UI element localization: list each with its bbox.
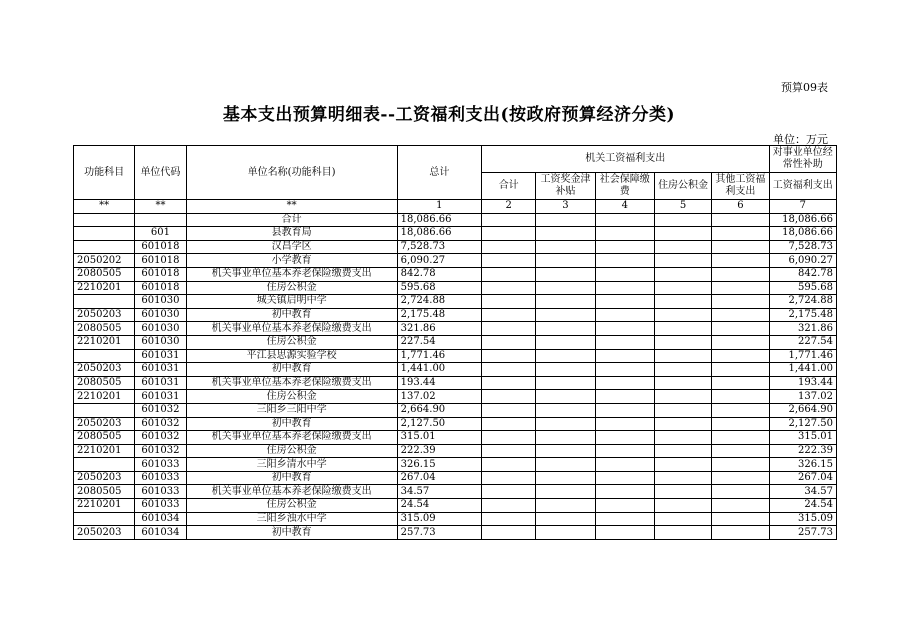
- social-cell: [595, 363, 654, 377]
- table-row: [74, 417, 837, 431]
- inst-cell: 18,086.66: [769, 227, 836, 241]
- total-cell: 1,441.00: [397, 363, 481, 377]
- table-row: [74, 308, 837, 322]
- social-cell: [595, 499, 654, 513]
- bonus-cell: [536, 213, 595, 227]
- agency-total-cell: [482, 281, 536, 295]
- unit-code-cell: 601030: [135, 308, 186, 322]
- social-cell: [595, 526, 654, 540]
- other-cell: [712, 499, 769, 513]
- bonus-cell: [536, 322, 595, 336]
- housing-cell: [654, 458, 711, 472]
- agency-total-cell: [482, 227, 536, 241]
- total-cell: 2,724.88: [397, 295, 481, 309]
- bonus-cell: [536, 417, 595, 431]
- agency-total-cell: [482, 526, 536, 540]
- other-cell: [712, 213, 769, 227]
- unit-code-cell: 601031: [135, 349, 186, 363]
- housing-cell: [654, 349, 711, 363]
- bonus-cell: [536, 254, 595, 268]
- social-cell: [595, 403, 654, 417]
- social-cell: [595, 431, 654, 445]
- total-cell: 595.68: [397, 281, 481, 295]
- unit-code-cell: 601034: [135, 526, 186, 540]
- housing-cell: [654, 485, 711, 499]
- housing-cell: [654, 335, 711, 349]
- table-row: [74, 267, 837, 281]
- total-cell: 267.04: [397, 471, 481, 485]
- other-cell: [712, 281, 769, 295]
- other-cell: [712, 431, 769, 445]
- unit-code-cell: 601030: [135, 322, 186, 336]
- table-row: [74, 254, 837, 268]
- inst-cell: 2,724.88: [769, 295, 836, 309]
- unit-code-cell: 601033: [135, 458, 186, 472]
- table-row: [74, 335, 837, 349]
- unit-name-cell: 住房公积金: [186, 444, 397, 458]
- bonus-cell: [536, 295, 595, 309]
- index-cell: 4: [595, 200, 654, 214]
- housing-cell: [654, 403, 711, 417]
- inst-cell: 326.15: [769, 458, 836, 472]
- table-row: [74, 499, 837, 513]
- bonus-cell: [536, 499, 595, 513]
- index-cell: 2: [482, 200, 536, 214]
- agency-total-cell: [482, 308, 536, 322]
- inst-cell: 2,664.90: [769, 403, 836, 417]
- other-cell: [712, 267, 769, 281]
- func-code-cell: 2050203: [74, 471, 135, 485]
- total-cell: 193.44: [397, 376, 481, 390]
- agency-total-cell: [482, 240, 536, 254]
- housing-cell: [654, 322, 711, 336]
- social-cell: [595, 227, 654, 241]
- housing-cell: [654, 254, 711, 268]
- inst-cell: 257.73: [769, 526, 836, 540]
- social-cell: [595, 213, 654, 227]
- social-cell: [595, 240, 654, 254]
- page-title: 基本支出预算明细表--工资福利支出(按政府预算经济分类): [222, 105, 676, 125]
- social-cell: [595, 281, 654, 295]
- func-code-cell: [74, 295, 135, 309]
- unit-name-cell: 初中教育: [186, 471, 397, 485]
- unit-name-cell: 机关事业单位基本养老保险缴费支出: [186, 322, 397, 336]
- header-group-agency: 机关工资福利支出: [482, 146, 769, 173]
- unit-code-cell: 601018: [135, 240, 186, 254]
- table-row: [74, 444, 837, 458]
- func-code-cell: 2210201: [74, 444, 135, 458]
- total-cell: 326.15: [397, 458, 481, 472]
- bonus-cell: [536, 240, 595, 254]
- table-body: [74, 213, 837, 539]
- total-cell: 6,090.27: [397, 254, 481, 268]
- social-cell: [595, 322, 654, 336]
- housing-cell: [654, 471, 711, 485]
- header-unit-code: 单位代码: [135, 146, 186, 200]
- inst-cell: 842.78: [769, 267, 836, 281]
- social-cell: [595, 254, 654, 268]
- housing-cell: [654, 390, 711, 404]
- inst-cell: 321.86: [769, 322, 836, 336]
- table-row: [74, 240, 837, 254]
- unit-code-cell: 601034: [135, 512, 186, 526]
- other-cell: [712, 335, 769, 349]
- total-cell: 18,086.66: [397, 227, 481, 241]
- agency-total-cell: [482, 254, 536, 268]
- unit-code-cell: 601031: [135, 376, 186, 390]
- agency-total-cell: [482, 485, 536, 499]
- unit-name-cell: 合计: [186, 213, 397, 227]
- inst-cell: 193.44: [769, 376, 836, 390]
- bonus-cell: [536, 308, 595, 322]
- housing-cell: [654, 240, 711, 254]
- housing-cell: [654, 499, 711, 513]
- index-cell: 6: [712, 200, 769, 214]
- housing-cell: [654, 363, 711, 377]
- bonus-cell: [536, 458, 595, 472]
- housing-cell: [654, 308, 711, 322]
- unit-code-cell: 601031: [135, 390, 186, 404]
- total-cell: 842.78: [397, 267, 481, 281]
- total-cell: 2,175.48: [397, 308, 481, 322]
- other-cell: [712, 349, 769, 363]
- housing-cell: [654, 213, 711, 227]
- total-cell: 2,127.50: [397, 417, 481, 431]
- social-cell: [595, 349, 654, 363]
- table-row: [74, 295, 837, 309]
- total-cell: 1,771.46: [397, 349, 481, 363]
- unit-code-cell: 601032: [135, 431, 186, 445]
- func-code-cell: 2050202: [74, 254, 135, 268]
- inst-cell: 315.01: [769, 431, 836, 445]
- func-code-cell: 2080505: [74, 485, 135, 499]
- func-code-cell: [74, 349, 135, 363]
- housing-cell: [654, 417, 711, 431]
- total-cell: 315.09: [397, 512, 481, 526]
- social-cell: [595, 390, 654, 404]
- agency-total-cell: [482, 349, 536, 363]
- unit-code-cell: 601032: [135, 444, 186, 458]
- total-cell: 315.01: [397, 431, 481, 445]
- inst-cell: 222.39: [769, 444, 836, 458]
- bonus-cell: [536, 485, 595, 499]
- table-row: [74, 213, 837, 227]
- other-cell: [712, 363, 769, 377]
- housing-cell: [654, 526, 711, 540]
- social-cell: [595, 458, 654, 472]
- agency-total-cell: [482, 417, 536, 431]
- table-row: [74, 526, 837, 540]
- bonus-cell: [536, 267, 595, 281]
- header-unit-name: 单位名称(功能科目): [186, 146, 397, 200]
- unit-name-cell: 住房公积金: [186, 335, 397, 349]
- index-cell: 1: [397, 200, 481, 214]
- agency-total-cell: [482, 431, 536, 445]
- total-cell: 34.57: [397, 485, 481, 499]
- inst-cell: 18,086.66: [769, 213, 836, 227]
- agency-total-cell: [482, 335, 536, 349]
- unit-name-cell: 三阳乡清水中学: [186, 458, 397, 472]
- social-cell: [595, 471, 654, 485]
- bonus-cell: [536, 390, 595, 404]
- inst-cell: 2,127.50: [769, 417, 836, 431]
- other-cell: [712, 403, 769, 417]
- index-cell: 3: [536, 200, 595, 214]
- housing-cell: [654, 295, 711, 309]
- index-row: [74, 200, 837, 214]
- bonus-cell: [536, 281, 595, 295]
- header-row-1: [74, 146, 837, 173]
- other-cell: [712, 485, 769, 499]
- agency-total-cell: [482, 363, 536, 377]
- unit-code-cell: 601033: [135, 471, 186, 485]
- func-code-cell: [74, 213, 135, 227]
- agency-total-cell: [482, 499, 536, 513]
- other-cell: [712, 512, 769, 526]
- inst-cell: 227.54: [769, 335, 836, 349]
- agency-total-cell: [482, 471, 536, 485]
- bonus-cell: [536, 512, 595, 526]
- unit-name-cell: 汉昌学区: [186, 240, 397, 254]
- bonus-cell: [536, 444, 595, 458]
- unit-code-cell: 601: [135, 227, 186, 241]
- inst-cell: 7,528.73: [769, 240, 836, 254]
- bonus-cell: [536, 227, 595, 241]
- other-cell: [712, 376, 769, 390]
- func-code-cell: 2050203: [74, 526, 135, 540]
- housing-cell: [654, 227, 711, 241]
- social-cell: [595, 308, 654, 322]
- header-total: 总计: [397, 146, 481, 200]
- unit-code-cell: 601033: [135, 499, 186, 513]
- inst-cell: 267.04: [769, 471, 836, 485]
- total-cell: 7,528.73: [397, 240, 481, 254]
- unit-code-cell: 601033: [135, 485, 186, 499]
- other-cell: [712, 254, 769, 268]
- inst-cell: 137.02: [769, 390, 836, 404]
- func-code-cell: [74, 512, 135, 526]
- table-row: [74, 471, 837, 485]
- table-row: [74, 431, 837, 445]
- unit-label: 单位：万元: [773, 133, 828, 146]
- table-row: [74, 485, 837, 499]
- inst-cell: 24.54: [769, 499, 836, 513]
- unit-code-cell: 601018: [135, 254, 186, 268]
- unit-name-cell: 初中教育: [186, 417, 397, 431]
- table-row: [74, 322, 837, 336]
- inst-cell: 1,771.46: [769, 349, 836, 363]
- total-cell: 222.39: [397, 444, 481, 458]
- bonus-cell: [536, 376, 595, 390]
- other-cell: [712, 240, 769, 254]
- unit-name-cell: 初中教育: [186, 526, 397, 540]
- housing-cell: [654, 512, 711, 526]
- housing-cell: [654, 444, 711, 458]
- inst-cell: 2,175.48: [769, 308, 836, 322]
- social-cell: [595, 485, 654, 499]
- unit-name-cell: 三阳乡三阳中学: [186, 403, 397, 417]
- header-sub-total: 合计: [482, 173, 536, 200]
- other-cell: [712, 444, 769, 458]
- table-row: [74, 458, 837, 472]
- header-sub-inst: 工资福利支出: [769, 173, 836, 200]
- unit-name-cell: 机关事业单位基本养老保险缴费支出: [186, 431, 397, 445]
- unit-name-cell: 初中教育: [186, 308, 397, 322]
- bonus-cell: [536, 471, 595, 485]
- social-cell: [595, 295, 654, 309]
- func-code-cell: 2210201: [74, 335, 135, 349]
- inst-cell: 595.68: [769, 281, 836, 295]
- total-cell: 227.54: [397, 335, 481, 349]
- bonus-cell: [536, 526, 595, 540]
- social-cell: [595, 444, 654, 458]
- header-group-inst: 对事业单位经常性补助: [769, 146, 836, 173]
- table-row: [74, 349, 837, 363]
- func-code-cell: 2080505: [74, 322, 135, 336]
- bonus-cell: [536, 363, 595, 377]
- social-cell: [595, 335, 654, 349]
- func-code-cell: [74, 458, 135, 472]
- unit-code-cell: 601030: [135, 295, 186, 309]
- unit-code-cell: 601018: [135, 267, 186, 281]
- other-cell: [712, 295, 769, 309]
- unit-name-cell: 住房公积金: [186, 281, 397, 295]
- total-cell: 2,664.90: [397, 403, 481, 417]
- index-cell: **: [74, 200, 135, 214]
- social-cell: [595, 512, 654, 526]
- budget-table: [73, 145, 837, 540]
- bonus-cell: [536, 431, 595, 445]
- table-row: [74, 512, 837, 526]
- unit-code-cell: [135, 213, 186, 227]
- unit-name-cell: 机关事业单位基本养老保险缴费支出: [186, 485, 397, 499]
- header-func-code: 功能科目: [74, 146, 135, 200]
- other-cell: [712, 227, 769, 241]
- unit-name-cell: 住房公积金: [186, 499, 397, 513]
- total-cell: 24.54: [397, 499, 481, 513]
- header-sub-social: 社会保障缴费: [595, 173, 654, 200]
- func-code-cell: [74, 240, 135, 254]
- inst-cell: 1,441.00: [769, 363, 836, 377]
- func-code-cell: [74, 403, 135, 417]
- func-code-cell: 2080505: [74, 431, 135, 445]
- housing-cell: [654, 376, 711, 390]
- func-code-cell: 2080505: [74, 376, 135, 390]
- total-cell: 137.02: [397, 390, 481, 404]
- index-cell: **: [186, 200, 397, 214]
- index-cell: 5: [654, 200, 711, 214]
- table-row: [74, 376, 837, 390]
- agency-total-cell: [482, 444, 536, 458]
- unit-code-cell: 601018: [135, 281, 186, 295]
- unit-code-cell: 601031: [135, 363, 186, 377]
- social-cell: [595, 417, 654, 431]
- func-code-cell: 2210201: [74, 499, 135, 513]
- total-cell: 18,086.66: [397, 213, 481, 227]
- housing-cell: [654, 431, 711, 445]
- agency-total-cell: [482, 376, 536, 390]
- func-code-cell: 2050203: [74, 308, 135, 322]
- agency-total-cell: [482, 267, 536, 281]
- table-row: [74, 363, 837, 377]
- agency-total-cell: [482, 213, 536, 227]
- other-cell: [712, 308, 769, 322]
- unit-name-cell: 住房公积金: [186, 390, 397, 404]
- unit-name-cell: 机关事业单位基本养老保险缴费支出: [186, 376, 397, 390]
- unit-name-cell: 小学教育: [186, 254, 397, 268]
- func-code-cell: 2050203: [74, 417, 135, 431]
- bonus-cell: [536, 403, 595, 417]
- index-cell: **: [135, 200, 186, 214]
- bonus-cell: [536, 335, 595, 349]
- bonus-cell: [536, 349, 595, 363]
- func-code-cell: 2050203: [74, 363, 135, 377]
- total-cell: 257.73: [397, 526, 481, 540]
- other-cell: [712, 458, 769, 472]
- other-cell: [712, 390, 769, 404]
- other-cell: [712, 417, 769, 431]
- agency-total-cell: [482, 390, 536, 404]
- table-row: [74, 403, 837, 417]
- table-row: [74, 281, 837, 295]
- unit-code-cell: 601032: [135, 403, 186, 417]
- unit-name-cell: 县教育局: [186, 227, 397, 241]
- inst-cell: 315.09: [769, 512, 836, 526]
- unit-name-cell: 三阳乡浊水中学: [186, 512, 397, 526]
- social-cell: [595, 376, 654, 390]
- table-id: 预算09表: [781, 81, 828, 94]
- other-cell: [712, 322, 769, 336]
- unit-name-cell: 城关镇启明中学: [186, 295, 397, 309]
- total-cell: 321.86: [397, 322, 481, 336]
- func-code-cell: 2210201: [74, 390, 135, 404]
- housing-cell: [654, 267, 711, 281]
- inst-cell: 34.57: [769, 485, 836, 499]
- other-cell: [712, 526, 769, 540]
- table-row: [74, 390, 837, 404]
- agency-total-cell: [482, 512, 536, 526]
- header-sub-bonus: 工资奖金津补贴: [536, 173, 595, 200]
- other-cell: [712, 471, 769, 485]
- func-code-cell: 2080505: [74, 267, 135, 281]
- table-row: [74, 227, 837, 241]
- index-cell: 7: [769, 200, 836, 214]
- unit-name-cell: 平江县思源实验学校: [186, 349, 397, 363]
- housing-cell: [654, 281, 711, 295]
- social-cell: [595, 267, 654, 281]
- header-sub-other: 其他工资福利支出: [712, 173, 769, 200]
- unit-name-cell: 机关事业单位基本养老保险缴费支出: [186, 267, 397, 281]
- unit-name-cell: 初中教育: [186, 363, 397, 377]
- inst-cell: 6,090.27: [769, 254, 836, 268]
- func-code-cell: [74, 227, 135, 241]
- func-code-cell: 2210201: [74, 281, 135, 295]
- agency-total-cell: [482, 403, 536, 417]
- unit-code-cell: 601032: [135, 417, 186, 431]
- agency-total-cell: [482, 295, 536, 309]
- agency-total-cell: [482, 458, 536, 472]
- unit-code-cell: 601030: [135, 335, 186, 349]
- header-sub-housing: 住房公积金: [654, 173, 711, 200]
- agency-total-cell: [482, 322, 536, 336]
